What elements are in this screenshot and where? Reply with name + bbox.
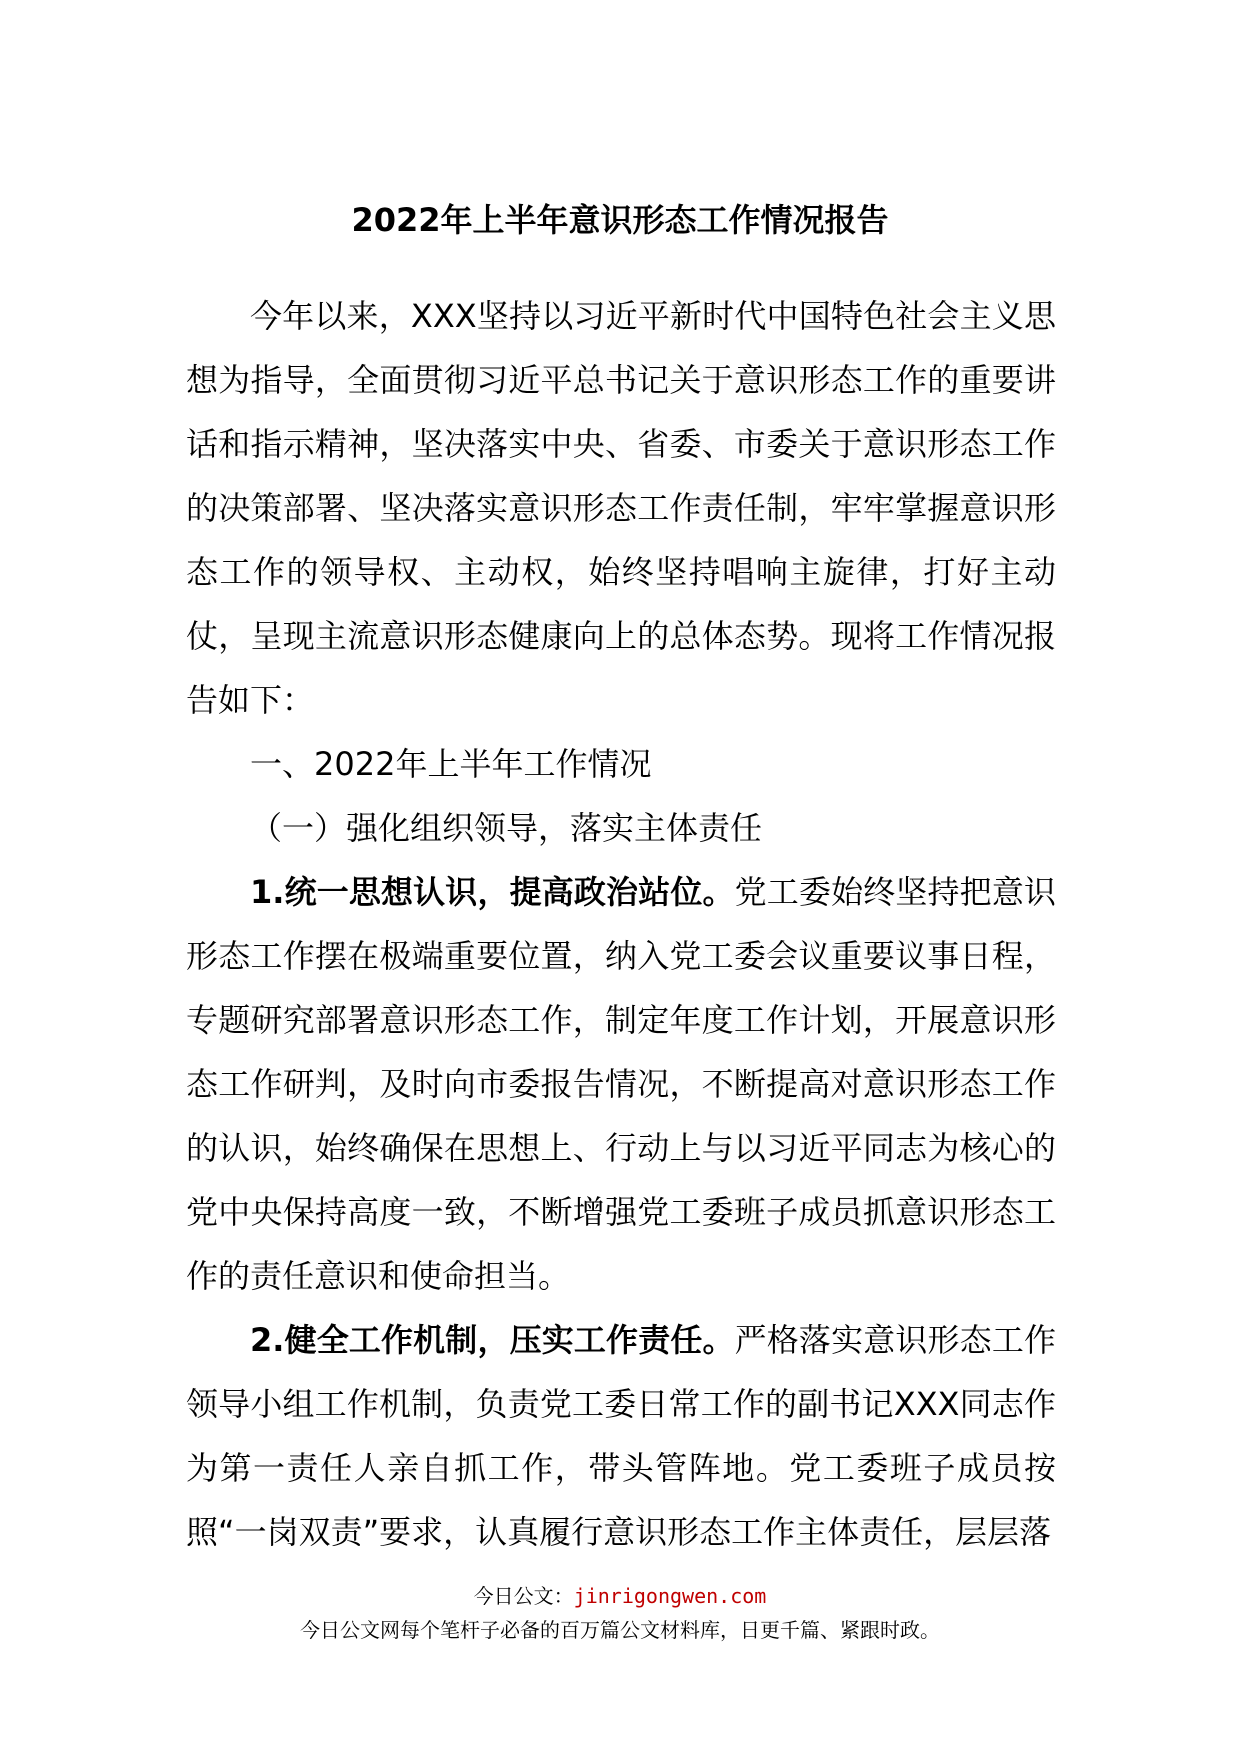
footer-tagline: 今日公文网每个笔杆子必备的百万篇公文材料库，日更千篇、紧跟时政。 — [300, 1618, 940, 1642]
subsection-heading: （一）强化组织领导，落实主体责任 — [250, 809, 763, 847]
footer-site-line — [0, 1582, 1240, 1610]
document-body — [186, 284, 1056, 1564]
item-text-2: 严格落实意识形态工作领导小组工作机制，负责党工委日常工作的副书记XXX同志作为第一责任人亲自抓工作，带头管阵地。党工委班子成员按照“一岗双责”要求，认真履行意识形态工作主体责任，层层落 — [186, 1321, 1056, 1551]
document-title: 2022年上半年意识形态工作情况报告 — [351, 201, 889, 239]
item-paragraph-1 — [186, 860, 1056, 1308]
item-lead-2: 2.健全工作机制，压实工作责任。 — [250, 1321, 735, 1359]
section-heading: 一、2022年上半年工作情况 — [250, 745, 652, 783]
item-lead-1: 1.统一思想认识，提高政治站位。 — [250, 873, 735, 911]
intro-paragraph: 今年以来，XXX坚持以习近平新时代中国特色社会主义思想为指导，全面贯彻习近平总书记关于意识形态工作的重要讲话和指示精神，坚决落实中央、省委、市委关于意识形态工作的决策部署、坚决落实意识形态工作责任制，牢牢掌握意识形态工作的领导权、主动权，始终坚持唱响主旋律，打好主动仗，呈现主流意识形态健康向上的总体态势。现将工作情况报告如下： — [186, 297, 1056, 719]
footer-site-label: 今日公文： — [473, 1584, 574, 1608]
item-text-1: 党工委始终坚持把意识形态工作摆在极端重要位置，纳入党工委会议重要议事日程，专题研究部署意识形态工作，制定年度工作计划，开展意识形态工作研判，及时向市委报告情况，不断提高对意识形态工作的认识，始终确保在思想上、行动上与以习近平同志为核心的党中央保持高度一致，不断增强党工委班子成员抓意识形态工作的责任意识和使命担当。 — [186, 873, 1056, 1295]
item-paragraph-2 — [186, 1308, 1056, 1564]
footer-site-link[interactable]: jinrigongwen.com — [573, 1584, 767, 1608]
